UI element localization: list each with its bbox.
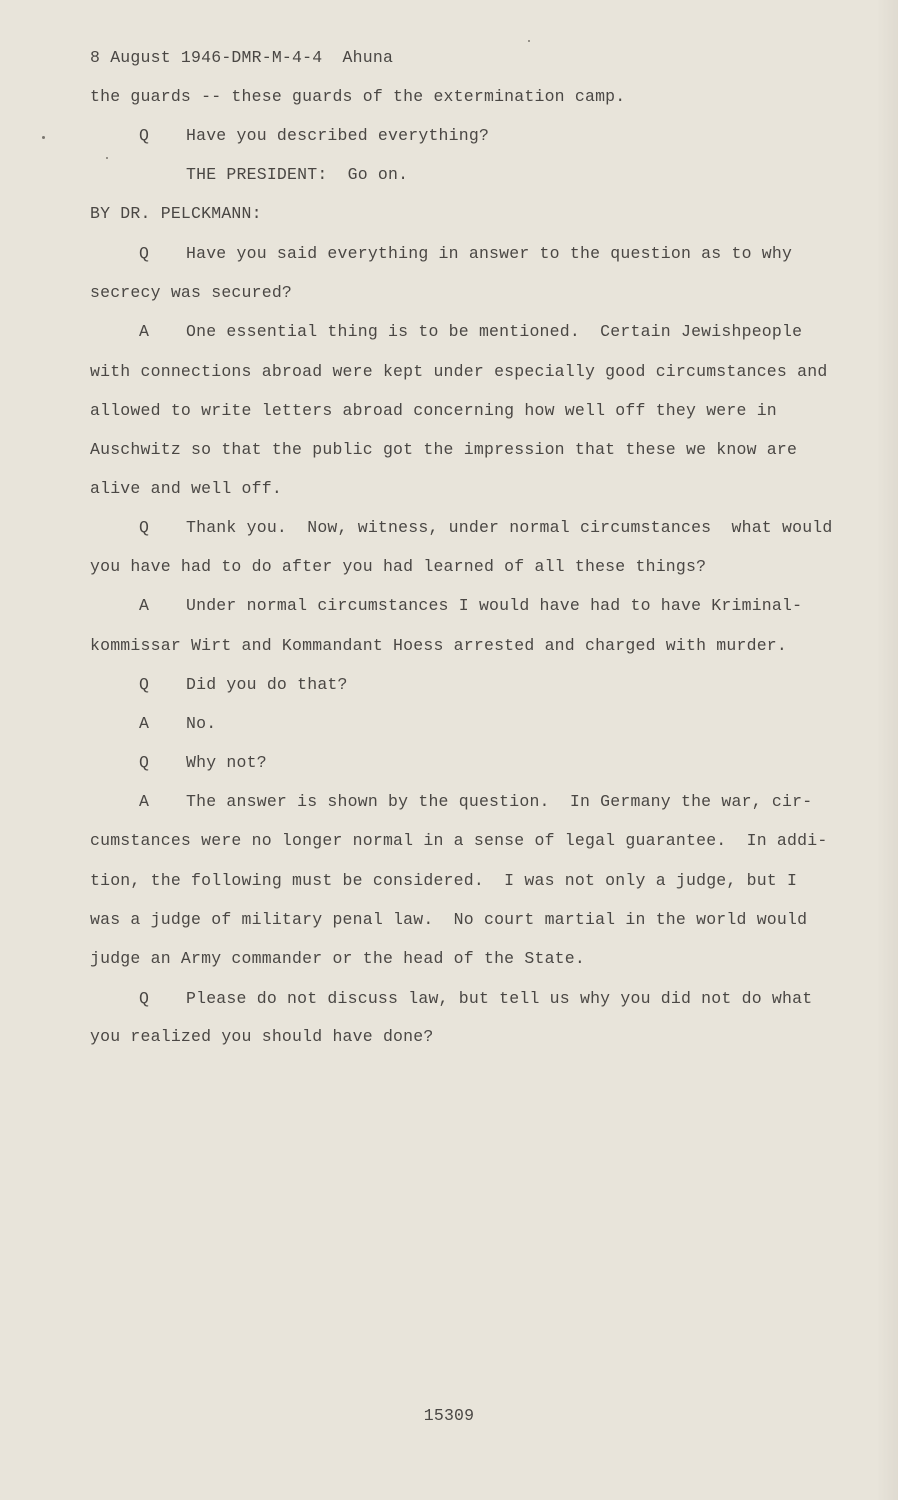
text-line: Why not? xyxy=(186,753,267,772)
speaker-label: Q xyxy=(139,518,150,537)
speaker-label: Q xyxy=(139,989,150,1008)
text-line: you realized you should have done? xyxy=(90,1027,434,1046)
speaker-label: A xyxy=(139,322,150,341)
text-line: kommissar Wirt and Kommandant Hoess arrested and charged with murder. xyxy=(90,636,788,655)
text-line: The answer is shown by the question. In Germany the war, cir- xyxy=(186,792,813,811)
text-line: alive and well off. xyxy=(90,479,282,498)
text-line: Please do not discuss law, but tell us why you did not do what xyxy=(186,989,813,1008)
text-line: BY DR. PELCKMANN: xyxy=(90,204,262,223)
paper-speck xyxy=(528,40,530,42)
paper-speck xyxy=(106,157,108,159)
text-line: Auschwitz so that the public got the impression that these we know are xyxy=(90,440,798,459)
text-line: Thank you. Now, witness, under normal circumstances what would xyxy=(186,518,833,537)
page-number: 15309 xyxy=(423,1406,475,1425)
speaker-label: A xyxy=(139,792,150,811)
text-line: tion, the following must be considered. I was not only a judge, but I xyxy=(90,871,798,890)
text-line: was a judge of military penal law. No court martial in the world would xyxy=(90,910,808,929)
text-line: allowed to write letters abroad concerning how well off they were in xyxy=(90,401,777,420)
text-line: Have you said everything in answer to the question as to why xyxy=(186,244,793,263)
text-line: Under normal circumstances I would have had to have Kriminal- xyxy=(186,596,803,615)
speaker-label: A xyxy=(139,596,150,615)
text-line: Did you do that? xyxy=(186,675,348,694)
text-line: One essential thing is to be mentioned. Certain Jewishpeople xyxy=(186,322,803,341)
text-line: No. xyxy=(186,714,217,733)
speaker-label: Q xyxy=(139,675,150,694)
paper-speck xyxy=(42,136,45,139)
text-line: you have had to do after you had learned of all these things? xyxy=(90,557,707,576)
text-line: Have you described everything? xyxy=(186,126,490,145)
speaker-label: Q xyxy=(139,753,150,772)
text-line: judge an Army commander or the head of the State. xyxy=(90,949,585,968)
text-line: the guards -- these guards of the extermination camp. xyxy=(90,87,626,106)
speaker-label: Q xyxy=(139,126,150,145)
text-line: cumstances were no longer normal in a sense of legal guarantee. In addi- xyxy=(90,831,828,850)
text-line: THE PRESIDENT: Go on. xyxy=(186,165,409,184)
speaker-label: A xyxy=(139,714,150,733)
speaker-label: Q xyxy=(139,244,150,263)
document-header: 8 August 1946-DMR-M-4-4 Ahuna xyxy=(90,48,394,67)
text-line: with connections abroad were kept under especially good circumstances and xyxy=(90,362,828,381)
text-line: secrecy was secured? xyxy=(90,283,293,302)
